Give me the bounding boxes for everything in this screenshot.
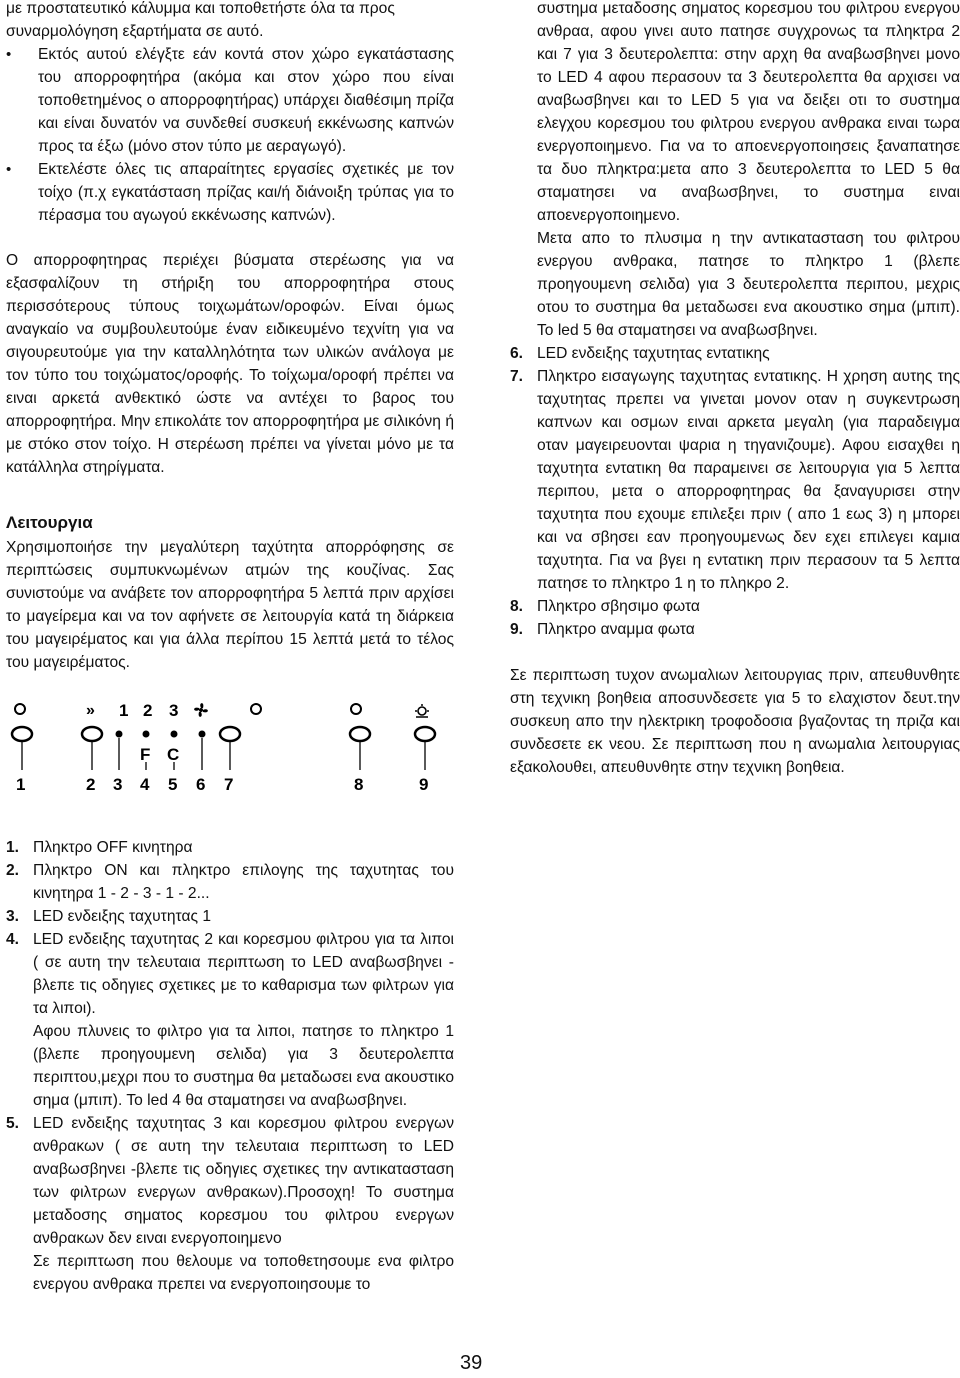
bottom-label: 8: [354, 775, 364, 794]
section-heading: Λειτουργια: [6, 513, 93, 532]
intro-line-1: με προστατευτικό κάλυμμα και τοποθετήστε όλα τα προς: [6, 0, 395, 17]
control-panel-svg: [6, 700, 446, 812]
fan-icon: [194, 703, 208, 717]
bullet-icon: •: [6, 46, 12, 63]
bottom-label: 7: [224, 775, 234, 794]
bottom-label: 2: [86, 775, 96, 794]
speed-double-chevron-icon: »: [86, 702, 95, 719]
page-number: 39: [460, 1352, 483, 1374]
bottom-label: 6: [196, 775, 206, 794]
top-label: 1: [119, 701, 129, 720]
bullet-icon: •: [6, 161, 12, 178]
button-9: [415, 727, 435, 741]
bottom-label: 4: [140, 775, 150, 794]
top-label: 2: [143, 701, 153, 720]
light-on-icon: [415, 704, 429, 717]
continuation-text: συστημα μεταδοσης σηματος κορεσμου του φιλτρου ενεργου ανθραα, αφου γινει αυτο πατησε συγχρονως τα πληκτρα 2 και 7 για 3 δευτερολεπτα: στην αρχη θα αναβωσβηνει μονο το LED 4 αφου περασουν τα 3 δευτερολεπτα θα αρχισει να αναβωσβηνει και το LED 5 για να δειξει οτι το συστημα ελεγχου κορεσμου του φιλτρου ενεργου ανθρακα ειναι τωρα ενεργοποιημενο. Για να το αποενεργοποιησεις ξαναπατησε τα δυο πληκτρα:μετα απο 3 δευτερολεπτα το LED 5 θα σταματησει να αναβωσβηνει, το συστημα ειναι αποενεργοποιημενο.: [537, 0, 960, 224]
button-1: [12, 727, 32, 741]
led-3: [116, 731, 123, 738]
control-panel-diagram: [6, 700, 454, 812]
led-5: [171, 731, 178, 738]
off-circle-icon-2: [251, 704, 261, 714]
left-column: [6, 0, 454, 1296]
button-8: [350, 727, 370, 741]
mid-label: F: [140, 745, 151, 764]
list-item: 9. Πληκτρο αναμμα φωτα: [510, 621, 695, 638]
bottom-label: 9: [419, 775, 429, 794]
led-4: [143, 731, 150, 738]
intro-line-2: συναρμολόγηση εξαρτήματα σε αυτό.: [6, 23, 264, 40]
bottom-label: 3: [113, 775, 123, 794]
mid-label: C: [167, 745, 180, 764]
operation-paragraph: Χρησιμοποιήσε την μεγαλύτερη ταχύτητα απορρόφησης σε περιπτώσεις συμπυκνωμένων ατμών της κουζίνας. Σας συνιστούμε να ανάβετε τον απορροφητήρα 5 λεπτά πριν αρχίσει το μαγείρεμα και να τον αφήνετε σε λειτουργία κατά τη διάρκεια του μαγειρέματος και για άλλα περίπου 15 λεπτά μετά το τέλος του μαγειρέματος.: [6, 539, 454, 671]
mounting-paragraph: Ο απορροφητηρας περιέχει βύσματα στερέωσης για να εξασφαλίζουν τη στήριξη του απορροφητήρα στους περισσότερους τύπους τοιχωμάτων/οροφών. Είναι όμως αναγκαίο να συμβουλευτούμε έναν ειδικευμένο τεχνίτη για να σιγουρευτούμε για την καταλληλότητα των υλικών ανάλογα με τον τύπο του τοιχώματος/οροφής. Το τοίχωμα/οροφή πρέπει να ειναι αρκετά ανθεκτικό ώστε να αντέχει το βαρος του απορροφητήρα. Μην επικολάτε τον απορροφητήρα με σιλικόνη ή με στόκο στον τοίχο. Η στερέωση πρέπει να γίνεται μόνο με τα κατάλληλα στηρίγματα.: [6, 252, 454, 476]
right-column: [510, 0, 960, 779]
bullet-item: • Εκτελέστε όλες τις απαραίτητες εργασίες σχετικές με τον τοίχο (π.χ εγκατάσταση πρίζας και/ή διάνοιξη τρύπας για το πέρασμα του αγωγού εκκένωσης καπνών).: [6, 158, 454, 227]
top-label: 3: [169, 701, 179, 720]
bottom-label: 1: [16, 775, 26, 794]
off-circle-icon: [15, 704, 25, 714]
light-off-icon: [351, 704, 361, 714]
list-item: 6. LED ενδειξης ταχυτητας εντατικης: [510, 345, 770, 362]
list-item: 5. LED ενδειξης ταχυτητας 3 και κορεσμου φιλτρου ενεργων ανθρακων ( σε αυτη την τελευταια περιπτωση το LED αναβωσβηνει -βλεπε τις οδηγιες σχετικες την αντικατασταση των φιλτρων ενεργων ανθρακων).Προσοχη! Το συστημα μεταδοσης σηματος κορεσμου του φιλτρου ενεργων ανθρακων δεν ειναι ενεργοποιημενο Σε περιπτωση που θελουμε να τοποθετησουμε ενα φιλτρο ενεργου ανθρακα πρεπει να ενεργοποιησουμε το: [6, 1115, 454, 1293]
led-6: [199, 731, 206, 738]
continuation-text-2: Μετα απο το πλυσιμα η την αντικατασταση του φιλτρου ενεργου ανθρακα, πατησε το πληκτρο 1 (βλεπε προηγουμενη σελιδα) για 3 δευτερολεπτα περιπου, μεχρις οτου το συστημα θα μεταδωσει ενα ακουστικο σημα (μπιπ). Το led 5 θα σταματησει να αναβωσβηνει.: [537, 230, 960, 339]
bullet-item: • Εκτός αυτού ελέγξτε εάν κοντά στον χώρο εγκατάστασης του απορροφητήρα (ακόμα και στον χώρο που είναι τοποθετημένος ο απορροφητήρας) υπάρχει διαθέσιμη πρίζα και είναι δυνατόν να συνδεθεί συσκευή εκκένωσης καπνών προς τα έξω (μόνο στον τύπο με αεραγωγό).: [6, 43, 454, 158]
button-2: [82, 727, 102, 741]
closing-paragraph: Σε περιπτωση τυχον ανωμαλιων λειτουργιας πριν, απευθυνθητε στη τεχνικη βοηθεια αποσυνδεσετε για 5 το ελαχιστον δευτ.την συσκευη απο την ηλεκτρικη τροφοδοσια βγαζοντας τη πριζα και συνδεσετε εκ νεου. Σε περιπτωση που η ανωμαλια λειτουργιας εξακολουθει, απευθυνθητε στην τεχνικη βοηθεια.: [510, 667, 960, 776]
button-7: [220, 727, 240, 741]
list-item: 4. LED ενδειξης ταχυτητας 2 και κορεσμου φιλτρου για τα λιποι ( σε αυτη την τελευταια περιπτωση το LED αναβωσβηνει - βλεπε τις οδηγιες σχετικες με το καθαρισμα των φιλτρων για τα λιποι). Αφου πλυνεις το φιλτρο για τα λιποι, πατησε το πληκτρο 1 (βλεπε προηγουμενη σελιδα) για 3 δευτερολεπτα περιπτου,μεχρι που το συστημα θα μεταδωσει ενα ακουστικο σημα (μπιπ). Το led 4 θα σταματησει να αναβωσβηνει.: [6, 931, 454, 1109]
list-item: 1. Πληκτρο OFF κινητηρα: [6, 839, 193, 856]
list-item: 7. Πληκτρο εισαγωγης ταχυτητας εντατικης. Η χρηση αυτης της ταχυτητας πρεπει να γινεται μονον οταν η συγκεντρωση καπνων και οσμων ειναι αρκετα μεγαλη (για παραδειγμα οταν μαγειρευονται ψαρια η τηγανιζουμε). Αφου εισαχθει η ταχυτητα εντατικη θα παραμεινει σε λειτουργια για 5 λεπτα περιπου, μετα ο απορροφητηρας θα ξαναγυρισει στην ταχυτητα που εχουμε επιλεξει πριν ( απο 1 εως 3) η μπορει και να σβησει εαν προηγουμενως δεν εχει επιλεγει καμια ταχυτητα. Για να βγει η εντατικη πριν περασουν τα 5 λεπτα πατησε το πληκτρο 1 η το πληκρο 2.: [510, 368, 960, 592]
bottom-label: 5: [168, 775, 178, 794]
list-item: 8. Πληκτρο σβησιμο φωτα: [510, 598, 700, 615]
list-item: 3. LED ενδειξης ταχυτητας 1: [6, 908, 211, 925]
list-item: 2. Πληκτρο ON και πληκτρο επιλογης της ταχυτητας του κινητηρα 1 - 2 - 3 - 1 - 2...: [6, 862, 454, 902]
